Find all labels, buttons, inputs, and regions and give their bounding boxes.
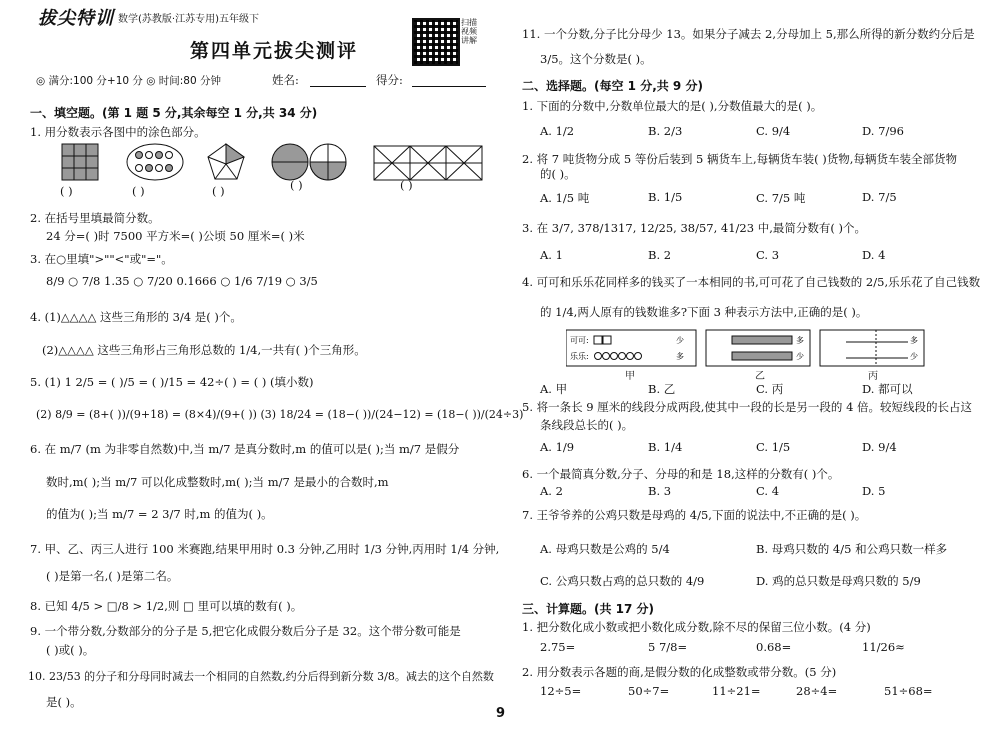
calc-2-item-1: 12÷5= <box>540 684 582 698</box>
diagram-label-lele: 乐乐: <box>570 352 589 361</box>
question-4-2: (2)△△△△ 这些三角形占三角形总数的 1/4,一共有( )个三角形。 <box>42 343 366 357</box>
calc-2-item-3: 11÷21= <box>712 684 761 698</box>
calc-2: 2. 用分数表示各题的商,是假分数的化成整数或带分数。(5 分) <box>522 665 837 679</box>
choice-2-option-c[interactable]: C. 7/5 吨 <box>756 191 806 205</box>
choice-5-option-a[interactable]: A. 1/9 <box>540 440 575 454</box>
diagram-label-keke: 可可: <box>570 336 589 345</box>
choice-6-option-a[interactable]: A. 2 <box>540 484 563 498</box>
section-3-heading: 三、计算题。(共 17 分) <box>522 602 655 616</box>
question-9-line-2: ( )或( )。 <box>46 643 95 657</box>
figure-rectangles <box>374 146 482 180</box>
choice-6-option-d[interactable]: D. 5 <box>862 484 886 498</box>
question-11-line-1: 11. 一个分数,分子比分母少 13。如果分子减去 2,分母加上 5,那么所得的新分数约分后是 <box>522 27 975 41</box>
diagram-bing <box>820 330 924 366</box>
choice-7-option-b[interactable]: B. 母鸡只数的 4/5 和公鸡只数一样多 <box>756 542 948 556</box>
question-4-1: 4. (1)△△△△ 这些三角形的 3/4 是( )个。 <box>30 310 242 324</box>
book-subtitle: 数学(苏教版·江苏专用)五年级下 <box>118 14 259 25</box>
q2-items: 24 分=( )时 7500 平方米=( )公顷 50 厘米=( )米 <box>46 229 305 243</box>
choice-5-option-c[interactable]: C. 1/5 <box>756 440 791 454</box>
question-9-line-1: 9. 一个带分数,分数部分的分子是 5,把它化成假分数后分子是 32。这个带分数可能是 <box>30 624 461 638</box>
choice-6-option-c[interactable]: C. 4 <box>756 484 780 498</box>
choice-7-option-a[interactable]: A. 母鸡只数是公鸡的 5/4 <box>540 542 670 556</box>
question-3: 3. 在○里填">""<"或"="。 <box>30 252 173 266</box>
diagram-label-shao-1: 少 <box>676 336 684 345</box>
qr-code-icon[interactable] <box>412 18 460 66</box>
question-6-line-1: 6. 在 m/7 (m 为非零自然数)中,当 m/7 是真分数时,m 的值可以是( );当 m/7 是假分 <box>30 442 460 456</box>
question-2: 2. 在括号里填最简分数。 <box>30 211 160 225</box>
choice-2-option-d[interactable]: D. 7/5 <box>862 190 897 204</box>
question-1: 1. 用分数表示各图中的涂色部分。 <box>30 125 206 139</box>
calc-1-item-3: 0.68= <box>756 640 792 654</box>
choice-6-option-b[interactable]: B. 3 <box>648 484 672 498</box>
score-label: 得分: <box>376 73 403 87</box>
diagram-caption-jia: 甲 <box>625 371 635 382</box>
q3-items: 8/9 ○ 7/8 1.35 ○ 7/20 0.1666 ○ 1/6 7/19 ○ 3/5 <box>46 274 318 288</box>
choice-7-option-c[interactable]: C. 公鸡只数占鸡的总只数的 4/9 <box>540 574 705 588</box>
choice-2-line-1: 2. 将 7 吨货物分成 5 等份后装到 5 辆货车上,每辆货车装( )货物,每辆货车装全部货物 <box>522 152 957 166</box>
question-7-line-1: 7. 甲、乙、丙三人进行 100 米赛跑,结果甲用时 0.3 分钟,乙用时 1/3 分钟,丙用时 1/4 分钟, <box>30 542 500 556</box>
choice-5-option-d[interactable]: D. 9/4 <box>862 440 897 454</box>
question-5-1: 5. (1) 1 2/5 = ( )/5 = ( )/15 = 42÷( ) = ( ) (填小数) <box>30 375 314 389</box>
diagram-label-shao-2: 少 <box>796 352 804 361</box>
section-1-heading: 一、填空题。(第 1 题 5 分,其余每空 1 分,共 34 分) <box>30 106 318 120</box>
choice-1-option-a[interactable]: A. 1/2 <box>540 124 575 138</box>
section-2-heading: 二、选择题。(每空 1 分,共 9 分) <box>522 79 703 93</box>
choice-2-option-b[interactable]: B. 1/5 <box>648 190 683 204</box>
choice-4-option-b[interactable]: B. 乙 <box>648 382 676 396</box>
page-title: 第四单元拔尖测评 <box>190 40 359 62</box>
choice-4-option-c[interactable]: C. 丙 <box>756 382 784 396</box>
question-5-2-3: (2) 8/9 = (8+( ))/(9+18) = (8×4)/(9+( )) (3) 18/24 = (18−( ))/(24−12) = (18−( ))/(24÷3) <box>36 408 524 421</box>
figure-ellipse <box>127 144 183 180</box>
choice-3-option-d[interactable]: D. 4 <box>862 248 886 262</box>
calc-2-item-2: 50÷7= <box>628 684 670 698</box>
figure-pentagon <box>208 144 244 179</box>
choice-3-option-b[interactable]: B. 2 <box>648 248 672 262</box>
choice-2-option-a[interactable]: A. 1/5 吨 <box>540 191 590 205</box>
choice-5-line-2: 条线段总长的( )。 <box>540 418 634 432</box>
figure-circles <box>272 144 346 180</box>
choice-4-line-1: 4. 可可和乐乐花同样多的钱买了一本相同的书,可可花了自己钱数的 2/5,乐乐花了自己钱数 <box>522 275 981 289</box>
choice-1: 1. 下面的分数中,分数单位最大的是( ),分数值最大的是( )。 <box>522 99 823 113</box>
q1-blank-3[interactable]: ( ) <box>212 184 225 198</box>
diagram-caption-bing: 丙 <box>868 371 878 382</box>
q1-blank-4[interactable]: ( ) <box>290 178 303 192</box>
score-info: ◎ 满分:100 分+10 分 ◎ 时间:80 分钟 <box>36 75 221 87</box>
calc-1: 1. 把分数化成小数或把小数化成分数,除不尽的保留三位小数。(4 分) <box>522 620 871 634</box>
calc-1-item-1: 2.75= <box>540 640 576 654</box>
question-6-line-3: 的值为( );当 m/7 = 2 3/7 时,m 的值为( )。 <box>46 507 273 521</box>
calc-2-item-5: 51÷68= <box>884 684 933 698</box>
choice-6: 6. 一个最简真分数,分子、分母的和是 18,这样的分数有( )个。 <box>522 467 840 481</box>
score-field[interactable] <box>412 86 486 87</box>
name-label: 姓名: <box>272 73 299 87</box>
name-field[interactable] <box>310 86 366 87</box>
question-10-line-2: 是( )。 <box>46 695 82 709</box>
diagram-label-shao-3: 少 <box>910 352 918 361</box>
q1-figures <box>58 142 488 202</box>
question-10-line-1: 10. 23/53 的分子和分母同时减去一个相同的自然数,约分后得到新分数 3/8。减去的这个自然数 <box>28 670 494 683</box>
choice-5-option-b[interactable]: B. 1/4 <box>648 440 683 454</box>
figure-grid <box>62 144 98 180</box>
question-8: 8. 已知 4/5 > □/8 > 1/2,则 □ 里可以填的数有( )。 <box>30 599 303 613</box>
qr-label: 扫描视频讲解 <box>461 18 477 45</box>
q1-blank-2[interactable]: ( ) <box>132 184 145 198</box>
choice-4-line-2: 的 1/4,两人原有的钱数谁多?下面 3 种表示方法中,正确的是( )。 <box>540 305 868 319</box>
question-6-line-2: 数时,m( );当 m/7 可以化成整数时,m( );当 m/7 是最小的合数时,m <box>46 475 389 489</box>
page-number: 9 <box>496 706 506 721</box>
calc-1-item-2: 5 7/8= <box>648 640 688 654</box>
question-11-line-2: 3/5。这个分数是( )。 <box>540 52 652 66</box>
choice-3: 3. 在 3/7, 378/1317, 12/25, 38/57, 41/23 中,最简分数有( )个。 <box>522 221 866 235</box>
diagram-yi <box>706 330 810 366</box>
q1-blank-1[interactable]: ( ) <box>60 184 73 198</box>
choice-5-line-1: 5. 将一条长 9 厘米的线段分成两段,使其中一段的长是另一段的 4 倍。较短线段的长占这 <box>522 400 973 414</box>
choice-2-line-2: 的( )。 <box>540 167 576 181</box>
diagram-label-duo-2: 多 <box>796 336 804 345</box>
diagram-jia <box>566 330 696 366</box>
choice-7-option-d[interactable]: D. 鸡的总只数是母鸡只数的 5/9 <box>756 574 921 588</box>
choice-7: 7. 王爷爷养的公鸡只数是母鸡的 4/5,下面的说法中,不正确的是( )。 <box>522 508 867 522</box>
choice-3-option-a[interactable]: A. 1 <box>540 248 563 262</box>
diagram-label-duo-3: 多 <box>910 336 918 345</box>
question-7-line-2: ( )是第一名,( )是第二名。 <box>46 569 179 583</box>
diagram-caption-yi: 乙 <box>755 371 765 382</box>
diagram-label-duo-1: 多 <box>676 352 684 361</box>
choice-4-option-d[interactable]: D. 都可以 <box>862 382 913 396</box>
q1-blank-5[interactable]: ( ) <box>400 178 413 192</box>
choice-1-option-d[interactable]: D. 7/96 <box>862 124 904 138</box>
brand-logo: 拔尖特训 <box>38 8 114 29</box>
choice-1-option-b[interactable]: B. 2/3 <box>648 124 683 138</box>
choice-3-option-c[interactable]: C. 3 <box>756 248 780 262</box>
choice-4-option-a[interactable]: A. 甲 <box>540 382 568 396</box>
choice-1-option-c[interactable]: C. 9/4 <box>756 124 791 138</box>
calc-1-item-4: 11/26≈ <box>862 640 905 654</box>
calc-2-item-4: 28÷4= <box>796 684 838 698</box>
